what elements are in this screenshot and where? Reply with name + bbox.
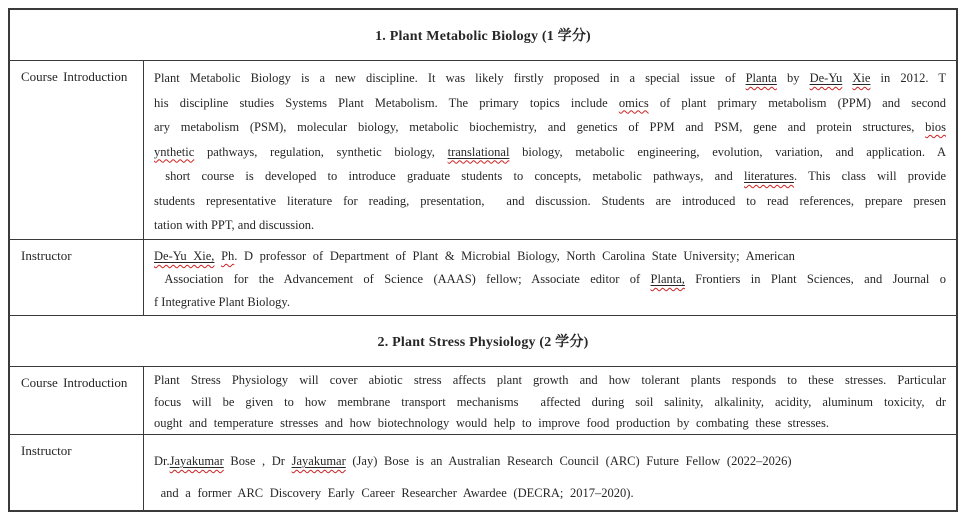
text-segment: of plant primary metabolism (PPM) and second (648, 95, 947, 110)
text-line (154, 291, 946, 314)
misspelled-word: De-Yu Xie, (154, 249, 215, 263)
text-line (154, 413, 946, 434)
text-segment: Frontiers in Plant Sciences, and Journal o (684, 272, 946, 286)
text-line (154, 164, 946, 189)
row-label: Instructor (21, 443, 72, 458)
course-row (10, 366, 956, 434)
text-segment: pathways, regulation, synthetic biology, (194, 144, 448, 159)
section-title: 2. Plant Stress Physiology (2 学分) (377, 335, 589, 350)
row-label-cell (10, 435, 144, 510)
text-segment: Plant Stress Physiology will cover abiotic stress affects plant growth and how tolerant plants responds to these stresses. Particular (154, 373, 946, 387)
text-segment: ought and temperature stresses and how biotechnology would help to improve food production by combating these stresses. (154, 416, 829, 430)
text-line (154, 445, 946, 477)
text-line (154, 392, 946, 414)
misspelled-word: Planta, (650, 272, 685, 286)
section-header (10, 10, 956, 60)
text-segment: Bose , Dr (223, 454, 292, 468)
text-segment: . D professor of Department of Plant & Microbial Biology, North Carolina State University; American (234, 249, 795, 263)
row-content-cell (144, 240, 956, 315)
row-content-cell (144, 61, 956, 239)
row-label-cell (10, 367, 144, 434)
text-line (154, 140, 946, 165)
text-segment: and a former ARC Discovery Early Career Researcher Awardee (DECRA; 2017–2020). (154, 486, 634, 500)
misspelled-word: Jayakumar (169, 454, 224, 468)
text-segment: short course is developed to introduce graduate students to concepts, metabolic pathways, and (154, 169, 744, 183)
underlined-misspelled-word (746, 71, 777, 85)
underlined-misspelled-word (810, 71, 843, 85)
text-segment (842, 71, 852, 85)
text-segment: students representative literature for reading, presentation, and discussion. Students are introduced to read references, prepare presen (154, 193, 946, 208)
text-segment: tation with PPT, and discussion. (154, 218, 315, 232)
misspelled-word: Planta (745, 71, 777, 85)
text-line (154, 245, 946, 268)
section-header (10, 315, 956, 366)
text-line (154, 370, 946, 392)
text-segment: ary metabolism (PSM), molecular biology, metabolic biochemistry, and genetics of PPM and PSM, gene and protein structures, (154, 120, 926, 134)
underlined-misspelled-word (292, 454, 346, 468)
text-segment: in 2012. T (870, 71, 947, 85)
text-segment: f Integrative Plant Biology. (154, 295, 290, 309)
row-label: Instructor (21, 248, 72, 263)
text-segment: his discipline studies Systems Plant Metabolism. The primary topics include (154, 95, 619, 110)
misspelled-word: Xie (852, 71, 871, 85)
text-line (154, 268, 946, 291)
misspelled-word: literatures (743, 169, 794, 183)
row-label-cell (10, 61, 144, 239)
misspelled-word: bios (925, 120, 946, 134)
misspelled-word: ynthetic (154, 144, 195, 159)
text-segment: . This class will provide (793, 169, 946, 183)
text-line (154, 91, 946, 116)
underlined-misspelled-word (170, 454, 224, 468)
misspelled-word: Jayakumar (291, 454, 346, 468)
row-content-cell (144, 367, 956, 434)
underlined-misspelled-word (852, 71, 870, 85)
text-segment: biology, metabolic engineering, evolution, variation, and application. A (509, 144, 946, 159)
text-segment: by (776, 71, 810, 85)
text-line (154, 189, 946, 214)
text-line (154, 115, 946, 140)
row-label: Course Introduction (21, 69, 128, 84)
row-label-cell (10, 240, 144, 315)
text-segment: Dr. (154, 454, 170, 468)
course-row (10, 434, 956, 510)
row-label: Course Introduction (21, 375, 128, 390)
text-segment: (Jay) Bose is an Australian Research Council (ARC) Future Fellow (2022–2026) (345, 454, 792, 468)
course-row (10, 60, 956, 239)
misspelled-word: omics (618, 95, 649, 110)
text-line (154, 477, 946, 509)
course-table (8, 8, 958, 512)
text-line (154, 213, 946, 238)
course-row (10, 239, 956, 315)
underlined-misspelled-word (448, 145, 510, 159)
row-content-cell (144, 435, 956, 510)
underlined-misspelled-word (651, 272, 685, 286)
misspelled-word: translational (447, 144, 510, 159)
text-segment: focus will be given to how membrane transport mechanisms affected during soil salinity, alkalinity, acidity, aluminum toxicity, dr (154, 394, 946, 409)
misspelled-word: Ph (221, 249, 235, 263)
underlined-misspelled-word (154, 249, 214, 263)
misspelled-word: De-Yu (809, 71, 843, 85)
underlined-misspelled-word (744, 169, 794, 183)
text-segment: Association for the Advancement of Science (AAAS) fellow; Associate editor of (154, 272, 651, 286)
text-line (154, 66, 946, 91)
section-title: 1. Plant Metabolic Biology (1 学分) (375, 29, 591, 44)
text-segment: Plant Metabolic Biology is a new discipline. It was likely firstly proposed in a special issue of (154, 71, 746, 85)
